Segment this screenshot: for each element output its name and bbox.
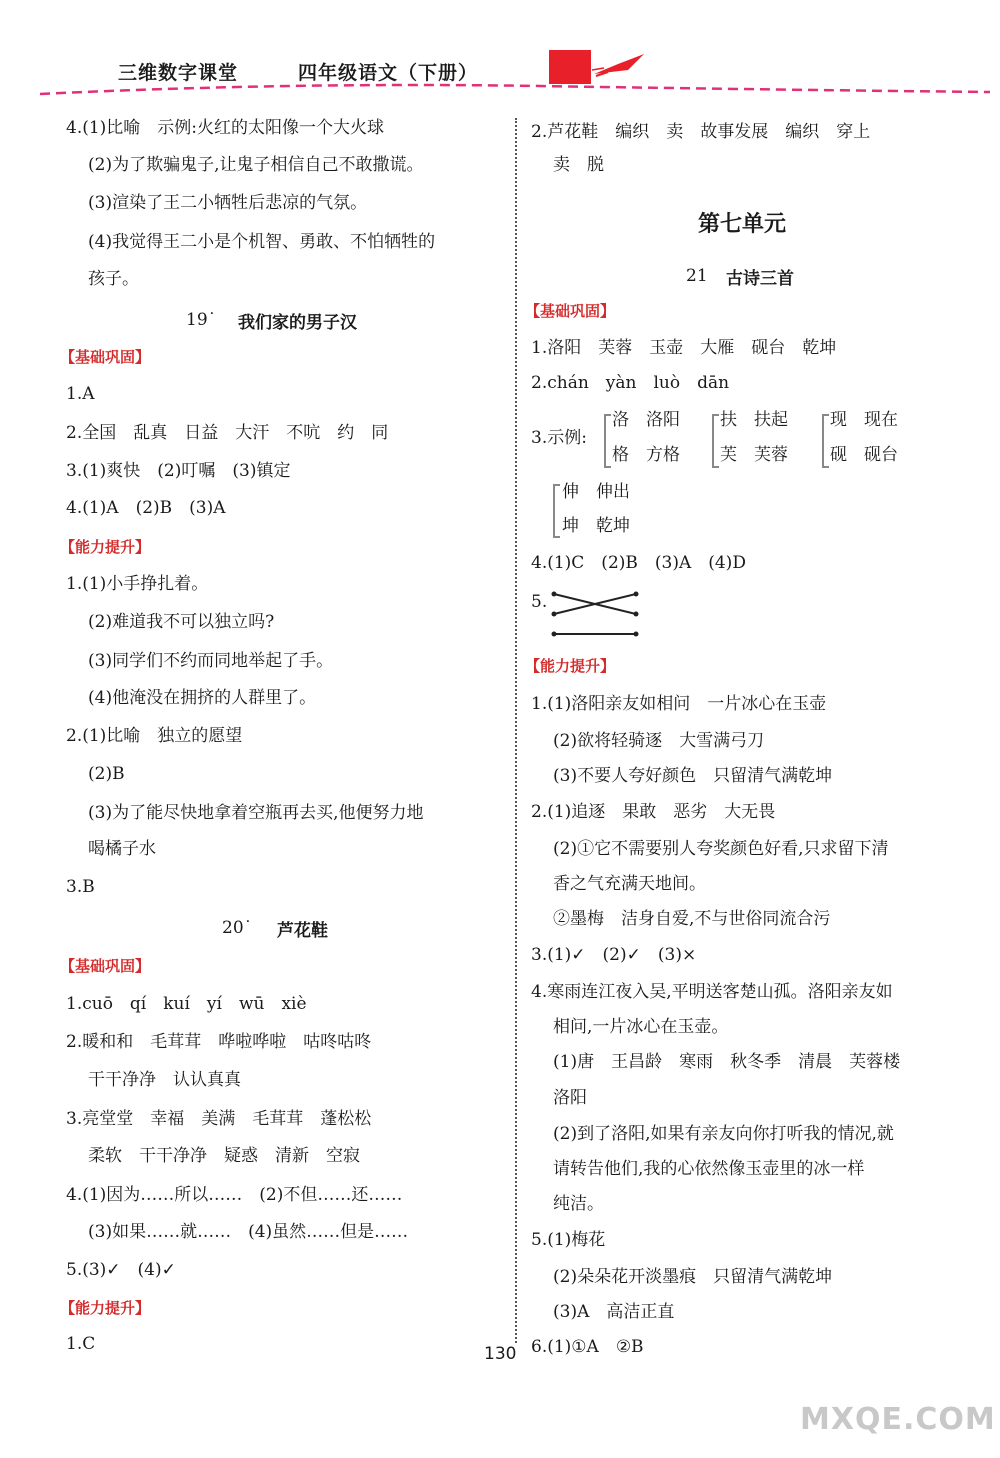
answer-line: (2)欲将轻骑逐 大雪满弓刀 (553, 731, 765, 751)
matching-lines-diagram (548, 586, 648, 640)
site-watermark: MXQE.COM (800, 1402, 996, 1437)
answer-line: 1.cuō qí kuí yí wū xiè (66, 994, 307, 1014)
answer-line: (4)他淹没在拥挤的人群里了。 (88, 688, 317, 708)
answer-line: (2)B (88, 764, 125, 784)
answer-line: (2)难道我不可以独立吗? (88, 612, 275, 632)
lesson-number: 21 (686, 266, 708, 286)
answer-line: (3)渲染了王二小牺牲后悲凉的气氛。 (88, 193, 368, 213)
answer-line: 纯洁。 (553, 1194, 604, 1214)
answer-line: 请转告他们,我的心依然像玉壶里的冰一样 (553, 1159, 865, 1179)
answer-line: (2)①它不需要别人夸奖颜色好看,只求留下清 (553, 839, 889, 859)
section-tag-advanced: 【能力提升】 (525, 657, 616, 675)
lesson-title: 古诗三首 (726, 269, 794, 289)
word-group-item: 坤 乾坤 (562, 516, 630, 536)
answer-line: 2.全国 乱真 日益 大汗 不吭 约 同 (66, 423, 389, 443)
answer-line: 2.(1)追逐 果敢 恶劣 大无畏 (531, 802, 776, 822)
header-dashed-line (40, 76, 990, 106)
answer-line: 柔软 干干净净 疑惑 清新 空寂 (88, 1146, 360, 1166)
answer-line: 3.(1)爽快 (2)叮嘱 (3)镇定 (66, 461, 291, 481)
bracket (553, 484, 560, 538)
answer-line: 2.暖和和 毛茸茸 哗啦哗啦 咕咚咕咚 (66, 1032, 372, 1052)
answer-line: 4.(1)比喻 示例:火红的太阳像一个大火球 (66, 118, 385, 138)
answer-line: 6.(1)①A ②B (531, 1337, 644, 1357)
answer-line: 5.(3)✓ (4)✓ (66, 1260, 176, 1280)
lesson-title: 芦花鞋 (277, 921, 328, 941)
answer-line: 洛阳 (553, 1088, 587, 1108)
section-tag-basic: 【基础巩固】 (525, 302, 616, 320)
section-tag-advanced: 【能力提升】 (60, 538, 151, 556)
answer-line: 卖 脱 (553, 155, 604, 175)
answer-line: 喝橘子水 (88, 839, 156, 859)
answer-line: 1.C (66, 1334, 96, 1354)
answer-line: 5.(1)梅花 (531, 1230, 606, 1250)
answer-line: 2.芦花鞋 编织 卖 故事发展 编织 穿上 (531, 122, 871, 142)
answer-line: 1.(1)小手挣扎着。 (66, 574, 209, 594)
answer-line: 4.寒雨连江夜入吴,平明送客楚山孤。洛阳亲友如 (531, 982, 893, 1002)
answer-line: 5. (531, 592, 548, 612)
unit-title: 第七单元 (698, 212, 787, 237)
lesson-title: 我们家的男子汉 (238, 313, 357, 333)
word-group-item: 扶 扶起 (720, 410, 788, 430)
answer-line: (3)同学们不约而同地举起了手。 (88, 651, 334, 671)
word-group-item: 伸 伸出 (562, 482, 630, 502)
answer-line: 2.chán yàn luò dān (531, 373, 730, 393)
lesson-number: 20˙ (222, 918, 253, 938)
answer-line: 3.示例: (531, 428, 587, 448)
subject-title: 四年级语文（下册） (298, 62, 479, 84)
answer-line: 相问,一片冰心在玉壶。 (553, 1017, 729, 1037)
answer-line: (2)到了洛阳,如果有亲友向你打听我的情况,就 (553, 1124, 894, 1144)
answer-line: 2.(1)比喻 独立的愿望 (66, 726, 243, 746)
bracket (712, 414, 719, 468)
word-group-item: 洛 洛阳 (612, 410, 680, 430)
section-tag-basic: 【基础巩固】 (60, 348, 151, 366)
word-group-item: 格 方格 (612, 445, 680, 465)
answer-line: 4.(1)A (2)B (3)A (66, 498, 226, 518)
answer-line: (2)朵朵花开淡墨痕 只留清气满乾坤 (553, 1267, 833, 1287)
answer-line: 4.(1)C (2)B (3)A (4)D (531, 553, 746, 573)
answer-line: 1.洛阳 芙蓉 玉壶 大雁 砚台 乾坤 (531, 338, 837, 358)
answer-line: (3)A 高洁正直 (553, 1302, 675, 1322)
section-tag-basic: 【基础巩固】 (60, 957, 151, 975)
answer-line: (3)为了能尽快地拿着空瓶再去买,他便努力地 (88, 803, 424, 823)
answer-line: 孩子。 (88, 269, 139, 289)
answer-line: 干干净净 认认真真 (88, 1070, 241, 1090)
column-divider (515, 118, 517, 1343)
bracket (822, 414, 829, 468)
word-group-item: 芙 芙蓉 (720, 445, 788, 465)
answer-line: 1.A (66, 384, 95, 404)
series-title: 三维数字课堂 (118, 62, 239, 84)
lesson-number: 19˙ (186, 310, 217, 330)
answer-line: 3.(1)✓ (2)✓ (3)× (531, 945, 697, 965)
word-group-item: 现 现在 (830, 410, 898, 430)
answer-line: ②墨梅 洁身自爱,不与世俗同流合污 (553, 909, 831, 929)
answer-line: 1.(1)洛阳亲友如相问 一片冰心在玉壶 (531, 694, 827, 714)
answer-line: 香之气充满天地间。 (553, 874, 706, 894)
answer-line: 4.(1)因为……所以…… (2)不但……还…… (66, 1185, 403, 1205)
answer-line: 3.B (66, 877, 95, 897)
section-tag-advanced: 【能力提升】 (60, 1299, 151, 1317)
answer-line: (3)如果……就…… (4)虽然……但是…… (88, 1222, 409, 1242)
bracket (604, 414, 611, 468)
answer-line: (4)我觉得王二小是个机智、勇敢、不怕牺牲的 (88, 232, 436, 252)
answer-line: 3.亮堂堂 幸福 美满 毛茸茸 蓬松松 (66, 1109, 372, 1129)
word-group-item: 砚 砚台 (830, 445, 898, 465)
page-number: 130 (484, 1344, 517, 1364)
answer-line: (3)不要人夸好颜色 只留清气满乾坤 (553, 766, 833, 786)
answer-line: (2)为了欺骗鬼子,让鬼子相信自己不敢撒谎。 (88, 155, 424, 175)
answer-line: (1)唐 王昌龄 寒雨 秋冬季 清晨 芙蓉楼 (553, 1052, 901, 1072)
